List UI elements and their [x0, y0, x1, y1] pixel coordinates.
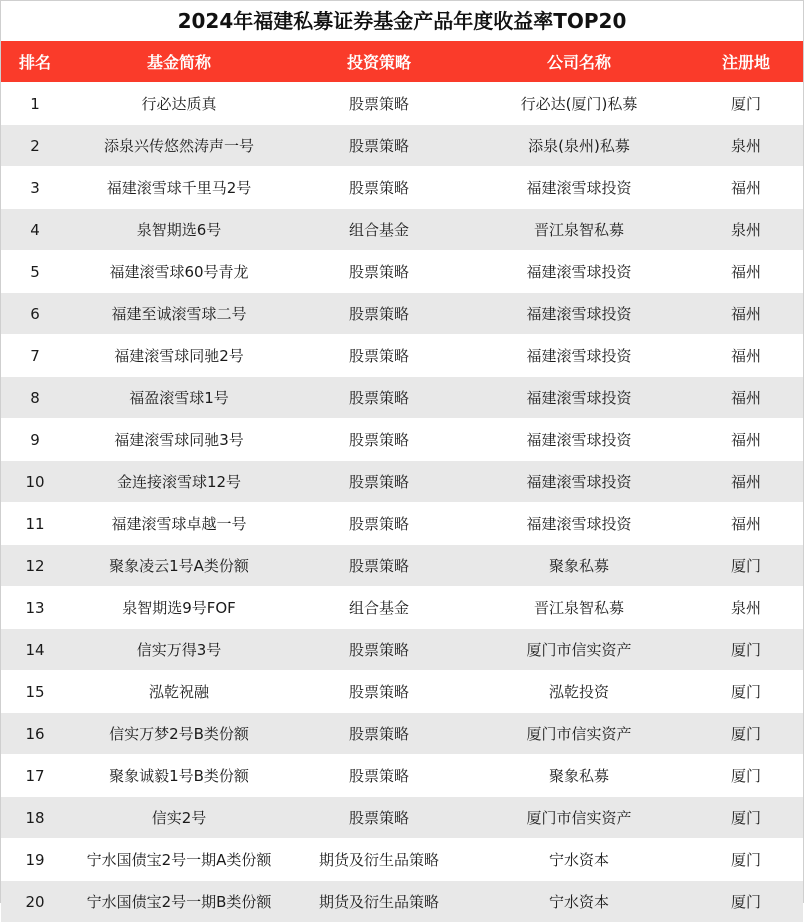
cell-company: 添泉(泉州)私募: [469, 125, 689, 167]
cell-region: 福州: [689, 377, 803, 419]
cell-fund-name: 聚象诚毅1号B类份额: [69, 755, 289, 797]
table-row: [1, 377, 803, 419]
cell-strategy: 股票策略: [289, 83, 469, 125]
table-row: [1, 629, 803, 671]
cell-region: 福州: [689, 419, 803, 461]
table-row: [1, 167, 803, 209]
cell-strategy: 股票策略: [289, 419, 469, 461]
cell-rank: 1: [1, 83, 69, 125]
cell-rank: 14: [1, 629, 69, 671]
cell-company: 福建滚雪球投资: [469, 503, 689, 545]
cell-company: 宁水资本: [469, 839, 689, 881]
table-row: [1, 587, 803, 629]
cell-company: 福建滚雪球投资: [469, 335, 689, 377]
cell-rank: 13: [1, 587, 69, 629]
cell-region: 福州: [689, 251, 803, 293]
table-body: [1, 83, 803, 922]
cell-rank: 17: [1, 755, 69, 797]
cell-fund-name: 宁水国债宝2号一期A类份额: [69, 839, 289, 881]
cell-rank: 12: [1, 545, 69, 587]
cell-strategy: 股票策略: [289, 125, 469, 167]
cell-rank: 16: [1, 713, 69, 755]
cell-fund-name: 聚象凌云1号A类份额: [69, 545, 289, 587]
cell-rank: 6: [1, 293, 69, 335]
table-header: [1, 41, 803, 83]
table-row: [1, 839, 803, 881]
cell-rank: 9: [1, 419, 69, 461]
cell-strategy: 股票策略: [289, 713, 469, 755]
cell-strategy: 组合基金: [289, 587, 469, 629]
cell-region: 泉州: [689, 125, 803, 167]
table-row: [1, 881, 803, 922]
cell-fund-name: 行必达质真: [69, 83, 289, 125]
cell-region: 福州: [689, 335, 803, 377]
cell-fund-name: 添泉兴传悠然涛声一号: [69, 125, 289, 167]
cell-fund-name: 福建滚雪球千里马2号: [69, 167, 289, 209]
header-fund-name: 基金简称: [69, 41, 289, 83]
cell-company: 福建滚雪球投资: [469, 293, 689, 335]
cell-region: 厦门: [689, 545, 803, 587]
cell-region: 厦门: [689, 83, 803, 125]
cell-company: 福建滚雪球投资: [469, 377, 689, 419]
table-row: [1, 335, 803, 377]
cell-company: 福建滚雪球投资: [469, 251, 689, 293]
cell-company: 福建滚雪球投资: [469, 461, 689, 503]
cell-region: 厦门: [689, 629, 803, 671]
table-row: [1, 293, 803, 335]
cell-fund-name: 福建滚雪球同驰2号: [69, 335, 289, 377]
cell-region: 福州: [689, 293, 803, 335]
cell-fund-name: 泉智期选6号: [69, 209, 289, 251]
cell-region: 厦门: [689, 881, 803, 922]
cell-strategy: 股票策略: [289, 797, 469, 839]
cell-region: 厦门: [689, 713, 803, 755]
cell-rank: 20: [1, 881, 69, 922]
cell-strategy: 股票策略: [289, 293, 469, 335]
cell-strategy: 期货及衍生品策略: [289, 881, 469, 922]
table-row: [1, 713, 803, 755]
cell-fund-name: 福建滚雪球同驰3号: [69, 419, 289, 461]
cell-region: 泉州: [689, 209, 803, 251]
cell-company: 厦门市信实资产: [469, 797, 689, 839]
cell-rank: 18: [1, 797, 69, 839]
cell-fund-name: 宁水国债宝2号一期B类份额: [69, 881, 289, 922]
cell-company: 晋江泉智私募: [469, 209, 689, 251]
cell-strategy: 股票策略: [289, 671, 469, 713]
cell-rank: 11: [1, 503, 69, 545]
table-row: [1, 209, 803, 251]
cell-rank: 15: [1, 671, 69, 713]
cell-company: 厦门市信实资产: [469, 713, 689, 755]
cell-region: 厦门: [689, 839, 803, 881]
table-row: [1, 545, 803, 587]
cell-company: 宁水资本: [469, 881, 689, 922]
cell-fund-name: 信实万得3号: [69, 629, 289, 671]
cell-strategy: 股票策略: [289, 377, 469, 419]
cell-region: 福州: [689, 167, 803, 209]
cell-company: 泓乾投资: [469, 671, 689, 713]
header-strategy: 投资策略: [289, 41, 469, 83]
cell-rank: 19: [1, 839, 69, 881]
cell-strategy: 组合基金: [289, 209, 469, 251]
table-row: [1, 125, 803, 167]
table-row: [1, 419, 803, 461]
cell-strategy: 股票策略: [289, 755, 469, 797]
cell-region: 福州: [689, 461, 803, 503]
cell-fund-name: 信实万梦2号B类份额: [69, 713, 289, 755]
cell-fund-name: 福建至诚滚雪球二号: [69, 293, 289, 335]
cell-region: 厦门: [689, 755, 803, 797]
cell-company: 福建滚雪球投资: [469, 419, 689, 461]
cell-fund-name: 泓乾祝融: [69, 671, 289, 713]
cell-company: 聚象私募: [469, 755, 689, 797]
cell-rank: 2: [1, 125, 69, 167]
cell-company: 晋江泉智私募: [469, 587, 689, 629]
cell-company: 福建滚雪球投资: [469, 167, 689, 209]
cell-fund-name: 福盈滚雪球1号: [69, 377, 289, 419]
cell-rank: 10: [1, 461, 69, 503]
cell-strategy: 股票策略: [289, 251, 469, 293]
table-row: [1, 755, 803, 797]
table-row: [1, 461, 803, 503]
cell-fund-name: 福建滚雪球卓越一号: [69, 503, 289, 545]
table-title: 2024年福建私募证券基金产品年度收益率TOP20: [1, 1, 803, 41]
cell-fund-name: 信实2号: [69, 797, 289, 839]
cell-fund-name: 泉智期选9号FOF: [69, 587, 289, 629]
cell-company: 厦门市信实资产: [469, 629, 689, 671]
header-row: [1, 41, 803, 83]
table-row: [1, 251, 803, 293]
cell-fund-name: 金连接滚雪球12号: [69, 461, 289, 503]
cell-region: 厦门: [689, 671, 803, 713]
fund-ranking-table: [1, 41, 803, 922]
cell-strategy: 股票策略: [289, 545, 469, 587]
cell-strategy: 股票策略: [289, 503, 469, 545]
cell-strategy: 股票策略: [289, 335, 469, 377]
table-row: [1, 503, 803, 545]
cell-strategy: 股票策略: [289, 629, 469, 671]
cell-strategy: 股票策略: [289, 461, 469, 503]
cell-company: 行必达(厦门)私募: [469, 83, 689, 125]
cell-region: 泉州: [689, 587, 803, 629]
cell-strategy: 期货及衍生品策略: [289, 839, 469, 881]
cell-rank: 8: [1, 377, 69, 419]
table-row: [1, 83, 803, 125]
table-row: [1, 797, 803, 839]
cell-region: 厦门: [689, 797, 803, 839]
table-row: [1, 671, 803, 713]
header-company: 公司名称: [469, 41, 689, 83]
cell-rank: 7: [1, 335, 69, 377]
cell-rank: 3: [1, 167, 69, 209]
header-rank: 排名: [1, 41, 69, 83]
cell-company: 聚象私募: [469, 545, 689, 587]
cell-fund-name: 福建滚雪球60号青龙: [69, 251, 289, 293]
cell-rank: 4: [1, 209, 69, 251]
header-region: 注册地: [689, 41, 803, 83]
cell-region: 福州: [689, 503, 803, 545]
cell-strategy: 股票策略: [289, 167, 469, 209]
cell-rank: 5: [1, 251, 69, 293]
